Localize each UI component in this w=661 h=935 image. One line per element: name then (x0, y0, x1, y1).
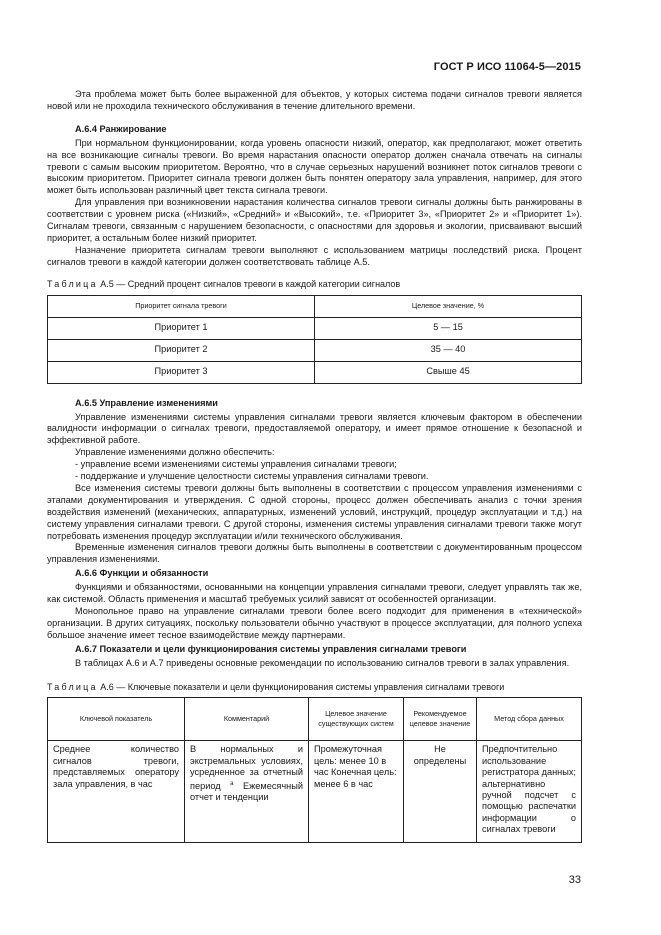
paragraph: При нормальном функционировании, когда уровень опасности низкий, оператор, как предполагают, может ответить на все возникающие сигналы тревоги. Во время нарастания опасности оператор должен сначала отвечать на сигналы тревоги с самым высоким приоритетом. Вероятно, что в случае серьезных нарушений возникнет поток сигналов тревоги с высоким приоритетом. Приоритет сигнала тревоги должен быть понятен оператору зала управления, например, для этого может быть использован различный цвет текста сигнала тревоги. (47, 137, 582, 196)
column-header: Метод сбора данных (477, 698, 582, 741)
table-row (48, 741, 582, 842)
main-content (47, 89, 582, 843)
page-number: 33 (568, 874, 581, 886)
paragraph: Назначение приоритета сигналам тревоги выполняют с использованием матрицы последствий риска. Процент сигналов тревоги в каждой категории должен соответствовать таблице A.5. (47, 244, 582, 267)
caption-text: A.5 — Средний процент сигналов тревоги в каждой категории сигналов (100, 278, 401, 289)
paragraph: Для управления при возникновении нарастания количества сигналов тревоги сигналы должны быть ранжированы в соответствии с уровнем риска («Низкий», «Средний» и «Высокий», т.е. «Приоритет 3», «Приоритет 2» и «Приоритет 1»). Сигналам тревоги, связанным с нарушением безопасности, с опасностями для здоровья и экологии, присваивают высший приоритет, а остальным более низкий приоритет. (47, 197, 582, 243)
column-header: Приоритет сигнала тревоги (48, 295, 315, 317)
caption-label: Таблица (47, 681, 98, 692)
comment-text: В нормальных и экстремальных условиях, усредненное за отчетный период (190, 744, 303, 791)
table-cell: 35 — 40 (315, 339, 582, 361)
table-cell: Свыше 45 (315, 361, 582, 383)
section-title-a66: A.6.6 Функции и обязанности (75, 568, 209, 579)
paragraph: Управление изменениями системы управления сигналами тревоги является ключевым фактором в обеспечении валидности информации о сигналах тревоги, предоставляемой оператору, и имеет прямое отношение к безопасной и эффективной работе. (47, 411, 582, 446)
column-header: Целевое значение существующих систем (309, 698, 404, 741)
table-cell: Приоритет 3 (48, 361, 315, 383)
section-title-a67: A.6.7 Показатели и цели функционирования системы управления сигналами тревоги (75, 643, 467, 654)
section-title-a65: A.6.5 Управление изменениями (75, 397, 218, 408)
paragraph: Управление изменениями должно обеспечить: (75, 447, 275, 458)
comment-text: Ежемесячный отчет и тенденции (190, 780, 303, 803)
table-row (48, 317, 582, 339)
list-item: - поддержание и улучшение целостности системы управления сигналами тревоги. (75, 471, 429, 482)
table-cell-comment (185, 741, 309, 842)
table-cell: Предпочтительно использование регистратора данных; альтернативно ручной подсчет с помощью распечатки информации о сигналах тревоги (477, 741, 582, 842)
footnote-marker: a (230, 780, 234, 787)
paragraph: Все изменения системы тревоги должны быть выполнены в соответствии с процессом управления изменениями с этапами документирования и утверждения. С одной стороны, процесс должен обеспечивать анализ с точки зрения воздействия изменений (механических, аппаратурных, изменений условий, инструкций, процедур эксплуатации и т.д.) на систему управления сигналами тревоги. С другой стороны, изменения системы управления сигналами тревоги также могут потребовать изменения процедур эксплуатации и/или технического обслуживания. (47, 482, 582, 541)
table-cell: Не определены (404, 741, 477, 842)
column-header: Целевое значение, % (315, 295, 582, 317)
table-a5 (47, 295, 582, 384)
paragraph: Временные изменения сигналов тревоги должны быть выполнены в соответствии с документированным процессом управления изменениями. (47, 542, 582, 565)
spacer (47, 384, 582, 396)
list-item: - управление всеми изменениями системы управления сигналами тревоги; (75, 459, 397, 470)
column-header: Рекомендуемое целевое значение (404, 698, 477, 741)
paragraph: В таблицах A.6 и A.7 приведены основные рекомендации по использованию сигналов тревоги в залах управления. (75, 657, 570, 668)
table-cell: 5 — 15 (315, 317, 582, 339)
paragraph: Монопольное право на управление сигналами тревоги более всего подходит для применения в «технической» организации. В других ситуациях, поскольку пользователи обычно участвуют в процессе эксплуатации, для полного успеха большое значение имеет тесное взаимодействие между партнерами. (47, 606, 582, 640)
column-header: Ключевой показатель (48, 698, 185, 741)
paragraph: Эта проблема может быть более выраженной для объектов, у которых система подачи сигналов тревоги является новой или не проходила технического обслуживания в течение длительного времени. (47, 89, 582, 111)
table-a6-caption (47, 682, 582, 694)
table-cell: Приоритет 2 (48, 339, 315, 361)
paragraph: Функциями и обязанностями, основанными на концепции управления сигналами тревоги, следует управлять так же, как системой. Область применения и масштаб требуемых усилий зависят от особенностей организации. (47, 582, 582, 605)
table-cell: Приоритет 1 (48, 317, 315, 339)
table-a6 (47, 697, 582, 842)
table-header-row (48, 698, 582, 741)
table-a5-caption (47, 279, 582, 291)
table-row (48, 339, 582, 361)
table-row (48, 361, 582, 383)
caption-label: Таблица (47, 278, 98, 289)
table-header-row (48, 295, 582, 317)
table-cell: Среднее количество сигналов тревоги, представляемых оператору зала управления, в час (48, 741, 185, 842)
section-title-a64: A.6.4 Ранжирование (75, 123, 167, 134)
column-header: Комментарий (185, 698, 309, 741)
document-id: ГОСТ Р ИСО 11064-5—2015 (433, 61, 581, 73)
caption-text: A.6 — Ключевые показатели и цели функционирования системы управления сигналами тревоги (100, 681, 505, 692)
spacer (47, 113, 582, 122)
table-cell: Промежуточная цель: менее 10 в час Конечная цель: менее 6 в час (309, 741, 404, 842)
